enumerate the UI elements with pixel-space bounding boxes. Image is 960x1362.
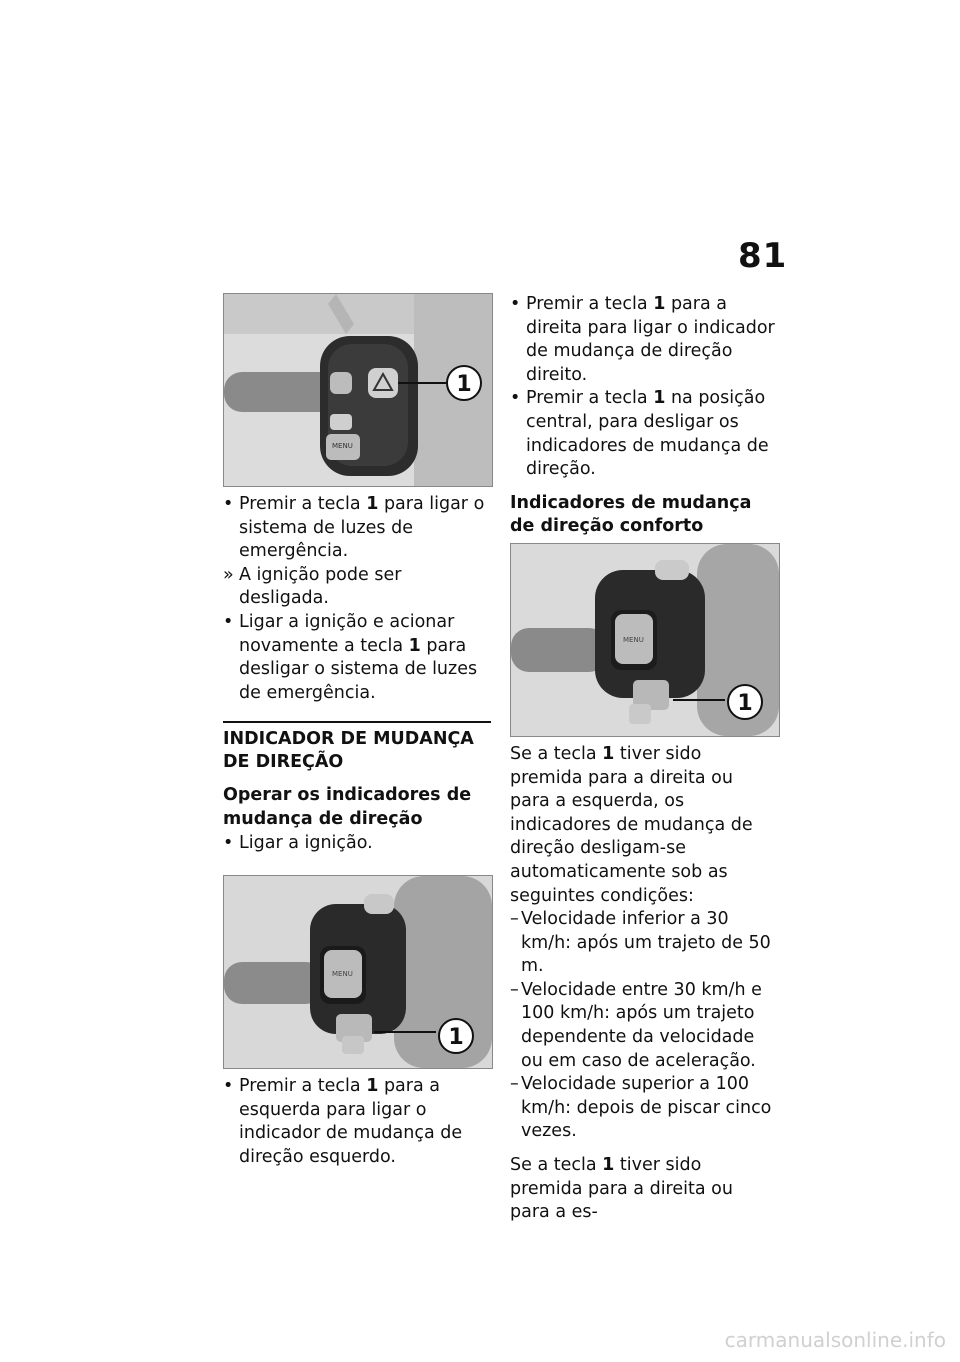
bullet-hazard-on: • Premir a tecla 1 para ligar o sistema de luzes de emergência. [223,493,491,564]
svg-text:1: 1 [448,1025,464,1051]
result-ignition-off: » A ignição pode ser desligada. [223,564,491,611]
watermark: carmanualsonline.info [724,1328,946,1352]
condition-item: – Velocidade superior a 100 km/h: depois de piscar cinco vezes. [510,1073,778,1144]
bullet-indicator-off: • Premir a tecla 1 na posição central, para desligar os indicadores de mudança de direção. [510,387,778,481]
figure-indicator-switch [223,875,493,1069]
indicator-switch-illustration [224,876,492,1068]
bullet-right-indicator: • Premir a tecla 1 para a direita para ligar o indicador de mudança de direção direito. [510,293,778,387]
subheading-operate: Operar os indicadores de mudança de direção [223,785,472,829]
subheading-comfort: Indicadores de mudança de direção conforto [510,492,752,537]
svg-text:1: 1 [737,690,753,716]
bullet-ignition-on: • Ligar a ignição. [223,832,491,856]
figure-hazard-switch [223,293,493,487]
bullet-hazard-off: • Ligar a ignição e acionar novamente a tecla 1 para desligar o sistema de luzes de emergência. [223,611,491,705]
paragraph-comfort: Se a tecla 1 tiver sido premida para a direita ou para a esquerda, os indicadores de mudança de direção desligam-se automaticamente sob as seguintes condições: [510,743,753,906]
condition-item: – Velocidade inferior a 30 km/h: após um trajeto de 50 m. [510,908,778,979]
figure-comfort-switch [510,543,780,737]
left-column [223,293,491,1170]
section-title: INDICADOR DE MUDANÇA DE DIREÇÃO [223,721,491,774]
bullet-left-indicator: • Premir a tecla 1 para a esquerda para ligar o indicador de mudança de direção esquerdo. [223,1075,491,1169]
condition-item: – Velocidade entre 30 km/h e 100 km/h: após um trajeto dependente da velocidade ou em caso de aceleração. [510,979,778,1073]
callout-1: 1 [456,372,472,397]
comfort-switch-illustration [511,544,779,736]
page-number: 81 [738,236,788,276]
hazard-switch-illustration [224,294,492,486]
paragraph-continued: Se a tecla 1 tiver sido premida para a direita ou para a es- [510,1155,733,1223]
svg-text:MENU: MENU [623,635,644,644]
menu-label: MENU [332,442,353,450]
svg-text:MENU: MENU [332,970,353,979]
right-column [510,293,778,1225]
